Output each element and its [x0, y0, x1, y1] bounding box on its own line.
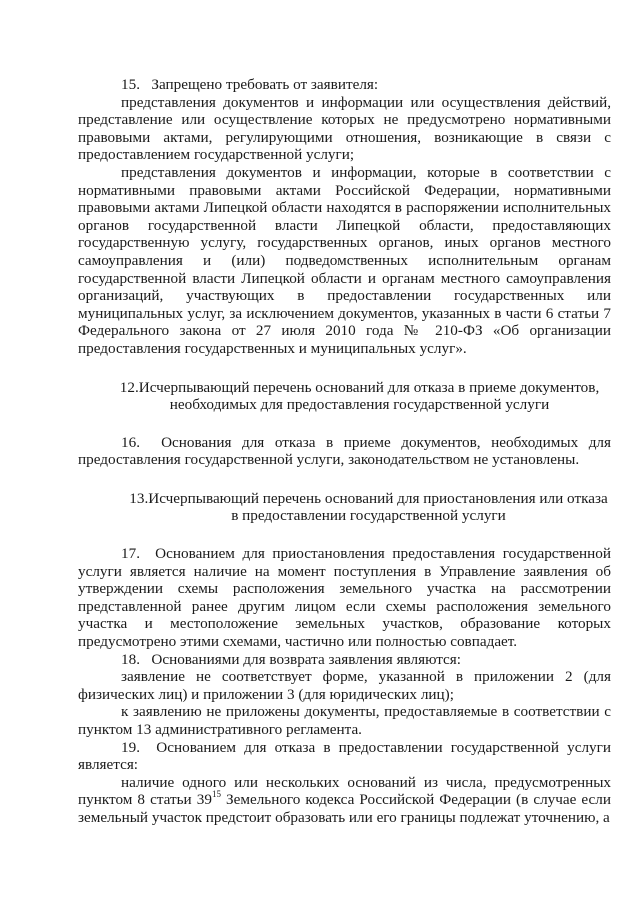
para-15-title: 15. Запрещено требовать от заявителя: [121, 76, 379, 93]
spacer [78, 525, 611, 545]
para-19-item-1-start: наличие одного или нескольких оснований из числа, предусмотренных пунктом 8 статьи 39 [78, 773, 611, 809]
spacer [78, 469, 611, 490]
spacer [78, 358, 611, 379]
para-19-item-1 [78, 774, 611, 827]
para-16: 16. Основания для отказа в приеме документов, необходимых для предоставления государственной услуги, законодательством не установлены. [78, 433, 611, 469]
para-18-item-1: заявление не соответствует форме, указанной в приложении 2 (для физических лиц) и приложении 3 (для юридических лиц); [78, 668, 611, 703]
para-17: 17. Основанием для приостановления предоставления государственной услуги является наличие на момент поступления в Управление заявления об утверждении схемы расположения земельного участка на рассмотрении представленной ранее другим лицом если схемы расположения земельного участка и местоположение земельных участков, образование которых предусмотрено этими схемами, частично или полностью совпадает. [78, 545, 611, 651]
document-page [78, 76, 611, 827]
spacer [78, 414, 611, 434]
section-heading-13: 13.Исчерпывающий перечень оснований для приостановления или отказа в предоставлении государственной услуги [129, 489, 608, 525]
para-15-item-2: представления документов и информации, которые в соответствии с нормативными правовыми актами Российской Федерации, нормативными правовыми актами Липецкой области находятся в распоряжении исполнительных органов государственной власти Липецкой области, предоставляющих государственную услугу, государственных органов, иных органов местного самоуправления и (или) подведомственных исполнительным органам государственной власти Липецкой области и органам местного самоуправления организаций, участвующих в предоставлении государственных или муниципальных услуг, за исключением документов, указанных в части 6 статьи 7 Федерального закона от 27 июля 2010 года № 210-ФЗ «Об организации предоставления государственных и муниципальных услуг». [78, 163, 611, 357]
para-18-title: 18. Основаниями для возврата заявления являются: [121, 650, 462, 668]
article-superscript: 15 [211, 789, 221, 800]
para-19: 19. Основанием для отказа в предоставлении государственной услуги является: [78, 738, 611, 774]
para-15-item-1: представления документов и информации или осуществления действий, представление или осуществление которых не предусмотрено нормативными правовыми актами, регулирующими отношения, возникающие в связи с предоставлением государственной услуги; [78, 93, 611, 164]
para-19-item-1-end: Земельного кодекса Российской Федерации (в случае если земельный участок предстоит образовать или его границы подлежат уточнению, а [78, 791, 611, 826]
section-heading-12: 12.Исчерпывающий перечень оснований для отказа в приеме документов, необходимых для предоставления государственной услуги [119, 378, 600, 414]
para-18-item-2: к заявлению не приложены документы, предоставляемые в соответствии с пунктом 13 административного регламента. [78, 703, 611, 738]
